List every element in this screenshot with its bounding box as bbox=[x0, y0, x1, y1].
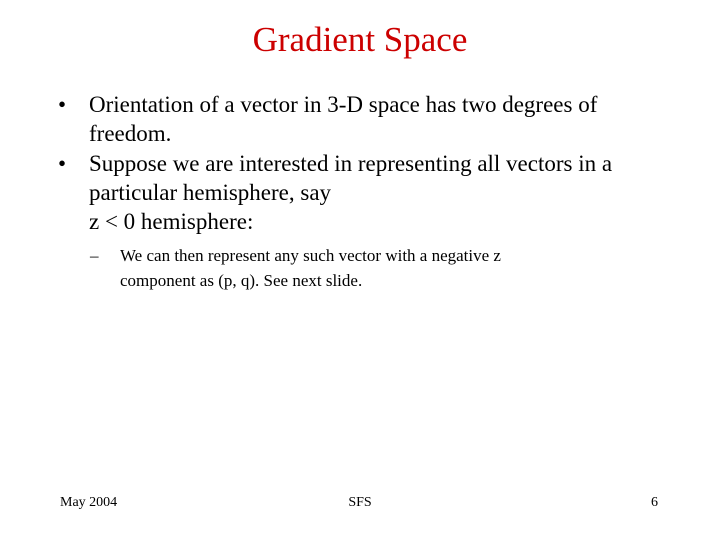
sub-bullet-text-line: We can then represent any such vector with a negative z bbox=[120, 246, 501, 265]
bullet-text-line: particular hemisphere, say bbox=[89, 180, 332, 205]
bullet-item bbox=[58, 149, 678, 236]
footer-page-number: 6 bbox=[651, 495, 658, 510]
bullet-text-line: Suppose we are interested in representing all vectors in a bbox=[89, 151, 613, 176]
footer-course: SFS bbox=[348, 495, 372, 510]
sub-bullet-text-line: component as (p, q). See next slide. bbox=[120, 271, 363, 290]
sub-bullet-marker: – bbox=[90, 246, 99, 265]
slide-title: Gradient Space bbox=[252, 20, 468, 59]
bullet-text-line: z < 0 hemisphere: bbox=[89, 209, 254, 234]
bullet-text-line: Orientation of a vector in 3-D space has two degrees of bbox=[89, 92, 598, 117]
sub-bullet-item bbox=[90, 243, 680, 293]
bullet-item bbox=[58, 90, 678, 148]
bullet-marker: • bbox=[58, 151, 67, 176]
bullet-text-line: freedom. bbox=[89, 121, 172, 146]
footer-date: May 2004 bbox=[60, 495, 118, 510]
bullet-list bbox=[58, 90, 678, 237]
bullet-marker: • bbox=[58, 92, 67, 117]
